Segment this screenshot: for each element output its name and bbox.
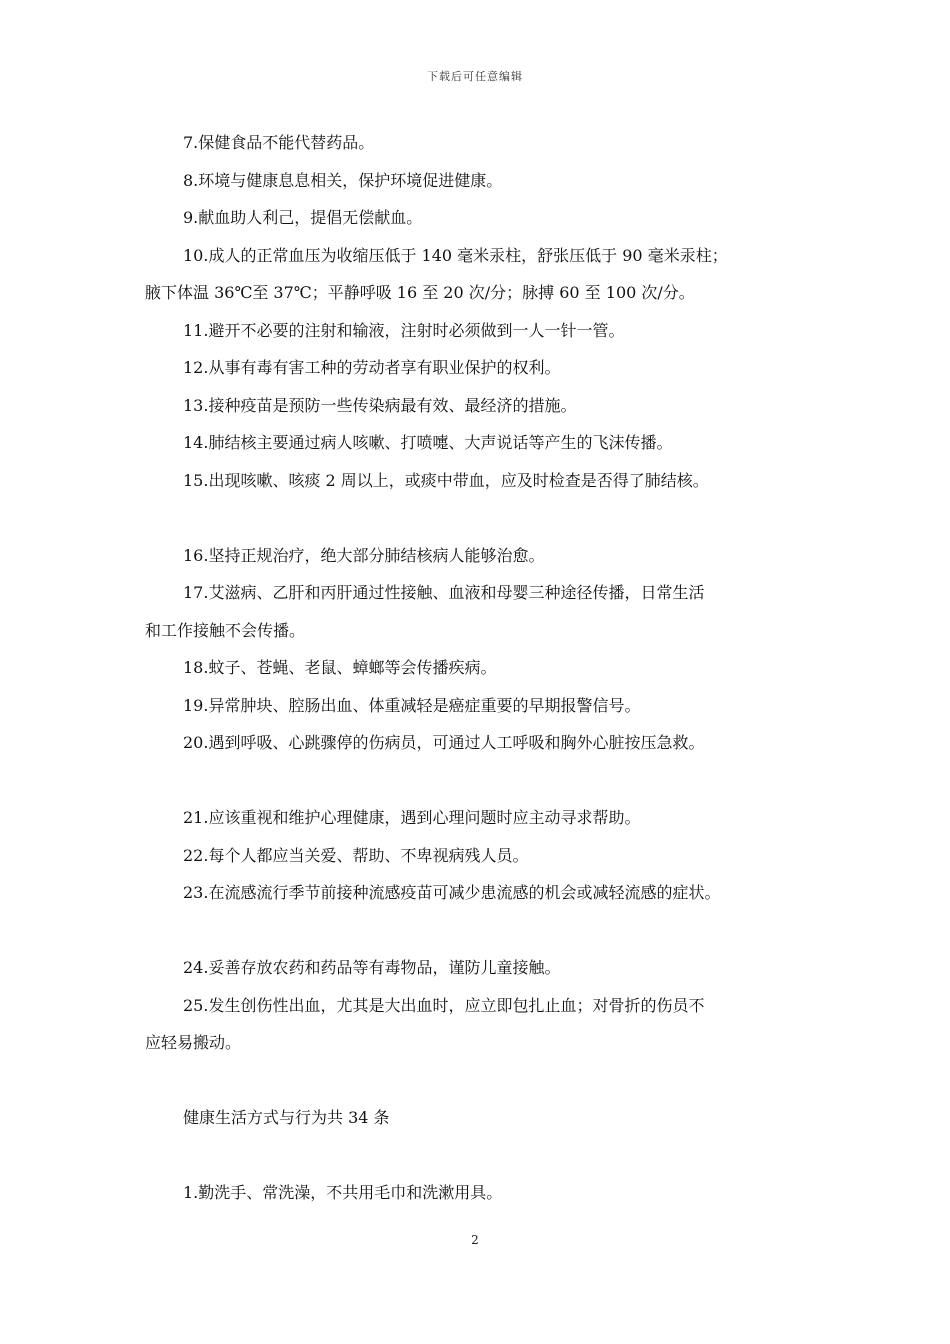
section-title: 健康生活方式与行为共 34 条 xyxy=(183,1108,390,1127)
page-header: 下载后可任意编辑 xyxy=(427,70,523,83)
list-item-25-line-1: 25.发生创伤性出血，尤其是大出血时，应立即包扎止血；对骨折的伤员不 xyxy=(183,995,705,1015)
list-item-10-line-2: 腋下体温 36℃至 37℃；平静呼吸 16 至 20 次/分；脉搏 60 至 100 次/分。 xyxy=(145,283,695,302)
list-item-8: 8.环境与健康息息相关，保护环境促进健康。 xyxy=(183,170,503,190)
section-item-1: 1.勤洗手、常洗澡，不共用毛巾和洗漱用具。 xyxy=(183,1183,503,1202)
document-body xyxy=(145,124,820,1212)
list-item-7: 7.保健食品不能代替药品。 xyxy=(183,133,375,152)
list-item-25-line-2: 应轻易搬动。 xyxy=(145,1033,242,1052)
paragraph-gap xyxy=(145,1062,820,1100)
list-item-17-line-2: 和工作接触不会传播。 xyxy=(145,620,306,640)
list-item-15: 15.出现咳嗽、咳痰 2 周以上，或痰中带血，应及时检查是否得了肺结核。 xyxy=(183,470,709,490)
list-item-23: 23.在流感流行季节前接种流感疫苗可减少患流感的机会或减轻流感的症状。 xyxy=(183,883,721,902)
list-item-9: 9.献血助人利己，提倡无偿献血。 xyxy=(183,208,423,227)
paragraph-gap xyxy=(145,499,820,537)
list-item-18: 18.蚊子、苍蝇、老鼠、蟑螂等会传播疾病。 xyxy=(183,658,497,677)
list-item-12: 12.从事有毒有害工种的劳动者享有职业保护的权利。 xyxy=(183,358,561,377)
list-item-10-line-1: 10.成人的正常血压为收缩压低于 140 毫米汞柱，舒张压低于 90 毫米汞柱； xyxy=(183,245,728,265)
list-item-13: 13.接种疫苗是预防一些传染病最有效、最经济的措施。 xyxy=(183,395,577,415)
list-item-14: 14.肺结核主要通过病人咳嗽、打喷嚏、大声说话等产生的飞沫传播。 xyxy=(183,433,673,452)
list-item-16: 16.坚持正规治疗，绝大部分肺结核病人能够治愈。 xyxy=(183,545,545,565)
paragraph-gap xyxy=(145,912,820,950)
paragraph-gap xyxy=(145,762,820,800)
list-item-17-line-1: 17.艾滋病、乙肝和丙肝通过性接触、血液和母婴三种途径传播，日常生活 xyxy=(183,583,705,602)
list-item-20: 20.遇到呼吸、心跳骤停的伤病员，可通过人工呼吸和胸外心脏按压急救。 xyxy=(183,733,705,752)
list-item-24: 24.妥善存放农药和药品等有毒物品，谨防儿童接触。 xyxy=(183,958,561,977)
list-item-19: 19.异常肿块、腔肠出血、体重减轻是癌症重要的早期报警信号。 xyxy=(183,695,641,715)
list-item-11: 11.避开不必要的注射和输液，注射时必须做到一人一针一管。 xyxy=(183,320,625,340)
page-number: 2 xyxy=(471,1233,479,1247)
list-item-22: 22.每个人都应当关爱、帮助、不卑视病残人员。 xyxy=(183,845,529,865)
paragraph-gap xyxy=(145,1137,820,1175)
list-item-21: 21.应该重视和维护心理健康，遇到心理问题时应主动寻求帮助。 xyxy=(183,808,641,827)
